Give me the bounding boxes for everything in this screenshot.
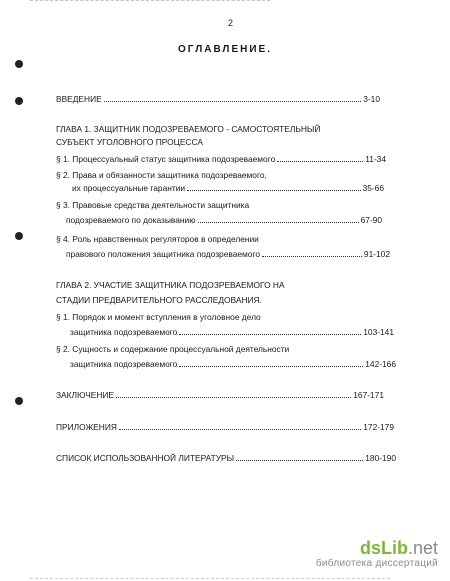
chapter1-heading-line2[interactable]: СУБЪЕКТ УГОЛОВНОГО ПРОЦЕССА [56,137,203,147]
toc-entry-label: ЗАКЛЮЧЕНИЕ [56,390,115,400]
logo-suffix: .net [407,538,438,558]
toc-entry-conclusion[interactable] [56,390,384,401]
toc-entry-label: ПРИЛОЖЕНИЯ [56,422,117,432]
scan-edge-bottom [30,578,390,579]
binder-hole [15,397,23,405]
toc-entry-pages: 142-166 [365,359,396,369]
dslib-watermark[interactable] [316,538,438,569]
leader-dots [119,429,361,430]
toc-entry-pages: 67-90 [360,215,382,225]
toc-entry-label: подозреваемого по доказыванию [66,215,196,225]
binder-hole [15,97,23,105]
toc-entry-appendix[interactable] [56,422,394,433]
toc-entry-ch2-s1[interactable] [70,327,394,338]
logo-main: dsLib [359,538,408,558]
leader-dots [104,101,362,102]
watermark-subtitle: библиотека диссертаций [315,558,438,569]
leader-dots [179,334,361,335]
toc-entry-label: СПИСОК ИСПОЛЬЗОВАННОЙ ЛИТЕРАТУРЫ [56,453,235,463]
toc-entry-intro[interactable] [56,94,380,105]
toc-entry-ch1-s3-line1[interactable]: § 3. Правовые средства деятельности защитника [56,200,250,210]
chapter2-heading-line1[interactable]: ГЛАВА 2. УЧАСТИЕ ЗАЩИТНИКА ПОДОЗРЕВАЕМОГО НА [56,280,285,290]
toc-entry-pages: 172-179 [363,422,394,432]
toc-entry-ch1-s2[interactable] [72,183,384,194]
toc-entry-ch1-s4[interactable] [66,249,390,260]
leader-dots [179,366,363,367]
leader-dots [198,222,359,223]
toc-entry-pages: 91-102 [363,249,390,259]
toc-entry-pages: 180-190 [365,453,396,463]
toc-entry-label: § 1. Процессуальный статус защитника подозреваемого [56,154,276,164]
toc-entry-pages: 103-141 [363,327,394,337]
chapter1-heading-line1[interactable]: ГЛАВА 1. ЗАЩИТНИК ПОДОЗРЕВАЕМОГО - САМОСТОЯТЕЛЬНЫЙ [56,124,321,134]
toc-entry-pages: 3-10 [363,94,380,104]
leader-dots [236,460,363,461]
toc-entry-ch2-s2-line1[interactable]: § 2. Сущность и содержание процессуальной деятельности [56,344,290,354]
toc-entry-label: их процессуальные гарантии [72,183,186,193]
toc-entry-label: защитника подозреваемого [70,359,178,369]
leader-dots [277,161,363,162]
toc-entry-ch2-s1-line1[interactable]: § 1. Порядок и момент вступления в уголовное дело [56,312,261,322]
page-title: ОГЛАВЛЕНИЕ. [178,44,272,55]
toc-entry-label: ВВЕДЕНИЕ [56,94,102,104]
binder-hole [15,60,23,68]
toc-entry-pages: 35-66 [362,183,384,193]
toc-entry-ch1-s3[interactable] [66,215,382,226]
toc-entry-ch2-s2[interactable] [70,359,396,370]
scan-edge-top [30,0,270,5]
toc-entry-label: защитника подозреваемого [70,327,178,337]
toc-entry-ch1-s2-line1[interactable]: § 2. Права и обязанности защитника подозреваемого, [56,170,267,180]
chapter2-heading-line2[interactable]: СТАДИИ ПРЕДВАРИТЕЛЬНОГО РАССЛЕДОВАНИЯ. [56,295,262,305]
toc-entry-ch1-s1[interactable] [56,154,386,165]
toc-entry-ch1-s4-line1[interactable]: § 4. Роль нравственных регуляторов в определении [56,234,259,244]
toc-entry-pages: 167-171 [353,390,384,400]
leader-dots [187,190,361,191]
dslib-logo [316,538,438,558]
toc-entry-bibliography[interactable] [56,453,396,464]
page-number: 2 [228,18,234,28]
leader-dots [116,397,351,398]
toc-entry-pages: 11-34 [365,154,386,164]
binder-hole [15,232,23,240]
toc-entry-label: правового положения защитника подозреваемого [66,249,260,259]
leader-dots [262,256,362,257]
